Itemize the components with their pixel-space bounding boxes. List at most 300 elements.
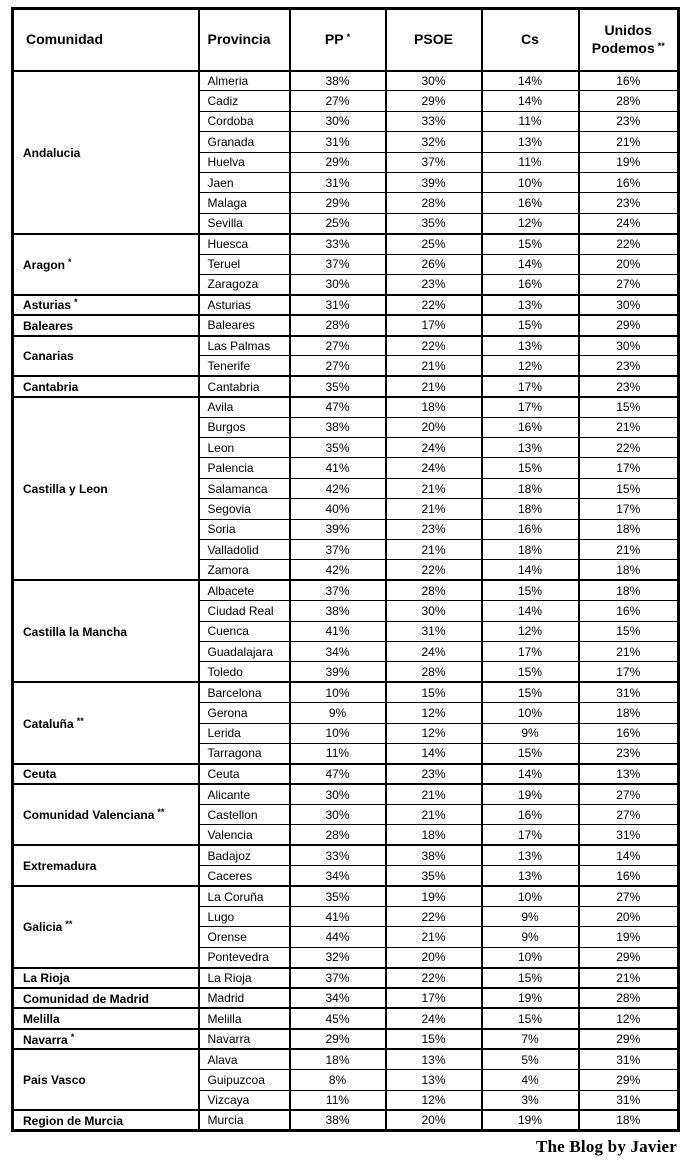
provincia-cell: Malaga	[199, 193, 290, 213]
psoe-value-cell: 15%	[386, 682, 482, 702]
cs-value-cell: 17%	[482, 825, 579, 845]
cs-value-cell: 10%	[482, 886, 579, 906]
provincia-cell: Zaragoza	[199, 274, 290, 294]
provincia-cell: Vizcaya	[199, 1090, 290, 1110]
pp-value-cell: 37%	[290, 539, 386, 559]
cs-value-cell: 13%	[482, 845, 579, 865]
pp-value-cell: 37%	[290, 254, 386, 274]
provincia-cell: Salamanca	[199, 478, 290, 498]
psoe-value-cell: 33%	[386, 111, 482, 131]
comunidad-name: Pais Vasco	[23, 1073, 86, 1088]
comunidad-name: Aragon	[23, 257, 65, 272]
cs-value-cell: 5%	[482, 1049, 579, 1069]
pp-value-cell: 41%	[290, 621, 386, 641]
provincia-cell: Murcia	[199, 1110, 290, 1130]
comunidad-cell	[13, 1049, 199, 1110]
pp-value-cell: 27%	[290, 336, 386, 356]
comunidad-cell	[13, 1008, 199, 1028]
up-value-cell: 21%	[579, 539, 679, 559]
cs-value-cell: 17%	[482, 376, 579, 396]
pp-value-cell: 10%	[290, 682, 386, 702]
psoe-value-cell: 21%	[386, 499, 482, 519]
comunidad-cell	[13, 580, 199, 682]
pp-value-cell: 39%	[290, 519, 386, 539]
cs-value-cell: 19%	[482, 1110, 579, 1130]
cs-value-cell: 10%	[482, 703, 579, 723]
table-row	[13, 845, 679, 865]
up-value-cell: 16%	[579, 71, 679, 91]
psoe-value-cell: 24%	[386, 1008, 482, 1028]
pp-value-cell: 27%	[290, 356, 386, 376]
header-row	[13, 9, 679, 71]
psoe-value-cell: 38%	[386, 845, 482, 865]
up-value-cell: 18%	[579, 560, 679, 580]
comunidad-cell	[13, 376, 199, 396]
up-value-cell: 23%	[579, 111, 679, 131]
table-row	[13, 580, 679, 600]
up-value-cell: 18%	[579, 580, 679, 600]
pp-value-cell: 30%	[290, 805, 386, 825]
provincia-cell: Las Palmas	[199, 336, 290, 356]
provincia-cell: Huelva	[199, 152, 290, 172]
pp-value-cell: 11%	[290, 1090, 386, 1110]
pp-value-cell: 31%	[290, 132, 386, 152]
psoe-value-cell: 35%	[386, 866, 482, 886]
footnote-marker: **	[157, 807, 165, 818]
provincia-cell: Huesca	[199, 234, 290, 254]
comunidad-name: Baleares	[23, 318, 74, 333]
cs-value-cell: 10%	[482, 172, 579, 192]
comunidad-cell	[13, 682, 199, 764]
provincia-cell: Guipuzcoa	[199, 1070, 290, 1090]
up-value-cell: 22%	[579, 438, 679, 458]
up-value-cell: 21%	[579, 417, 679, 437]
pp-value-cell: 38%	[290, 71, 386, 91]
provincia-cell: Guadalajara	[199, 641, 290, 661]
up-value-cell: 17%	[579, 499, 679, 519]
cs-value-cell: 15%	[482, 1008, 579, 1028]
table-row	[13, 1029, 679, 1049]
psoe-value-cell: 29%	[386, 91, 482, 111]
footnote-marker: *	[68, 256, 72, 267]
cs-value-cell: 14%	[482, 71, 579, 91]
up-value-cell: 27%	[579, 886, 679, 906]
comunidad-name: Comunidad Valenciana	[23, 808, 155, 823]
comunidad-name: Cataluña	[23, 716, 74, 731]
pp-value-cell: 28%	[290, 315, 386, 335]
provincia-cell: Orense	[199, 927, 290, 947]
psoe-value-cell: 31%	[386, 621, 482, 641]
header-provincia	[199, 9, 290, 71]
cs-value-cell: 15%	[482, 458, 579, 478]
psoe-value-cell: 23%	[386, 764, 482, 784]
up-value-cell: 23%	[579, 376, 679, 396]
cs-value-cell: 13%	[482, 295, 579, 315]
pp-value-cell: 18%	[290, 1049, 386, 1069]
psoe-value-cell: 24%	[386, 641, 482, 661]
psoe-value-cell: 13%	[386, 1070, 482, 1090]
psoe-value-cell: 21%	[386, 356, 482, 376]
provincia-cell: Tarragona	[199, 743, 290, 763]
table-row	[13, 376, 679, 396]
cs-value-cell: 14%	[482, 601, 579, 621]
pp-value-cell: 31%	[290, 172, 386, 192]
comunidad-name: Asturias	[23, 298, 72, 313]
psoe-value-cell: 28%	[386, 193, 482, 213]
table-row	[13, 1008, 679, 1028]
cs-value-cell: 9%	[482, 907, 579, 927]
up-value-cell: 20%	[579, 254, 679, 274]
pp-value-cell: 44%	[290, 927, 386, 947]
pp-value-cell: 47%	[290, 764, 386, 784]
provincia-cell: Castellon	[199, 805, 290, 825]
pp-value-cell: 47%	[290, 397, 386, 417]
psoe-value-cell: 18%	[386, 397, 482, 417]
provincia-cell: Madrid	[199, 988, 290, 1008]
footnote-marker: **	[657, 40, 665, 51]
table-row	[13, 784, 679, 804]
pp-value-cell: 33%	[290, 845, 386, 865]
pp-value-cell: 29%	[290, 1029, 386, 1049]
comunidad-name: Andalucia	[23, 145, 81, 160]
provincia-cell: Valladolid	[199, 539, 290, 559]
provincia-cell: Segovia	[199, 499, 290, 519]
psoe-value-cell: 22%	[386, 968, 482, 988]
pp-value-cell: 39%	[290, 662, 386, 682]
up-value-cell: 29%	[579, 947, 679, 967]
provincia-cell: Almeria	[199, 71, 290, 91]
up-value-cell: 21%	[579, 132, 679, 152]
provincia-cell: Baleares	[199, 315, 290, 335]
up-value-cell: 18%	[579, 519, 679, 539]
psoe-value-cell: 28%	[386, 580, 482, 600]
pp-value-cell: 30%	[290, 274, 386, 294]
psoe-value-cell: 22%	[386, 560, 482, 580]
up-value-cell: 15%	[579, 397, 679, 417]
psoe-value-cell: 22%	[386, 907, 482, 927]
header-label: Provincia	[207, 31, 271, 47]
psoe-value-cell: 21%	[386, 927, 482, 947]
provincia-cell: Caceres	[199, 866, 290, 886]
provincia-cell: Cuenca	[199, 621, 290, 641]
up-value-cell: 27%	[579, 274, 679, 294]
up-value-cell: 18%	[579, 703, 679, 723]
cs-value-cell: 14%	[482, 764, 579, 784]
psoe-value-cell: 21%	[386, 539, 482, 559]
psoe-value-cell: 20%	[386, 417, 482, 437]
up-value-cell: 16%	[579, 172, 679, 192]
pp-value-cell: 42%	[290, 478, 386, 498]
provincia-cell: Sevilla	[199, 213, 290, 233]
comunidad-name: Melilla	[23, 1012, 60, 1027]
psoe-value-cell: 21%	[386, 478, 482, 498]
comunidad-name: Ceuta	[23, 767, 57, 782]
provincia-cell: Jaen	[199, 172, 290, 192]
table-row	[13, 968, 679, 988]
table-header	[13, 9, 679, 71]
cs-value-cell: 9%	[482, 723, 579, 743]
pp-value-cell: 42%	[290, 560, 386, 580]
psoe-value-cell: 18%	[386, 825, 482, 845]
comunidad-name: Castilla y Leon	[23, 482, 108, 496]
up-value-cell: 27%	[579, 805, 679, 825]
psoe-value-cell: 32%	[386, 132, 482, 152]
comunidad-cell	[13, 234, 199, 295]
comunidad-cell	[13, 764, 199, 784]
psoe-value-cell: 24%	[386, 458, 482, 478]
comunidad-cell	[13, 336, 199, 377]
table-row	[13, 397, 679, 417]
cs-value-cell: 9%	[482, 927, 579, 947]
psoe-value-cell: 37%	[386, 152, 482, 172]
up-value-cell: 27%	[579, 784, 679, 804]
comunidad-name: Canarias	[23, 349, 74, 364]
cs-value-cell: 15%	[482, 743, 579, 763]
comunidad-cell	[13, 886, 199, 968]
provincia-cell: Gerona	[199, 703, 290, 723]
up-value-cell: 21%	[579, 968, 679, 988]
up-value-cell: 23%	[579, 743, 679, 763]
up-value-cell: 14%	[579, 845, 679, 865]
cs-value-cell: 17%	[482, 397, 579, 417]
table-row	[13, 295, 679, 315]
comunidad-cell	[13, 784, 199, 845]
pp-value-cell: 41%	[290, 907, 386, 927]
up-value-cell: 21%	[579, 641, 679, 661]
provincia-cell: Cordoba	[199, 111, 290, 131]
table-row	[13, 988, 679, 1008]
psoe-value-cell: 12%	[386, 723, 482, 743]
cs-value-cell: 16%	[482, 805, 579, 825]
cs-value-cell: 13%	[482, 866, 579, 886]
cs-value-cell: 15%	[482, 315, 579, 335]
psoe-value-cell: 17%	[386, 315, 482, 335]
up-value-cell: 28%	[579, 91, 679, 111]
cs-value-cell: 15%	[482, 662, 579, 682]
psoe-value-cell: 39%	[386, 172, 482, 192]
header-label: Unidos Podemos	[591, 22, 655, 56]
header-cs	[482, 9, 579, 71]
pp-value-cell: 38%	[290, 1110, 386, 1130]
psoe-value-cell: 12%	[386, 703, 482, 723]
up-value-cell: 13%	[579, 764, 679, 784]
pp-value-cell: 45%	[290, 1008, 386, 1028]
cs-value-cell: 4%	[482, 1070, 579, 1090]
pp-value-cell: 8%	[290, 1070, 386, 1090]
provincia-cell: Melilla	[199, 1008, 290, 1028]
pp-value-cell: 30%	[290, 784, 386, 804]
pp-value-cell: 11%	[290, 743, 386, 763]
up-value-cell: 16%	[579, 866, 679, 886]
up-value-cell: 18%	[579, 1110, 679, 1130]
up-value-cell: 19%	[579, 927, 679, 947]
provincia-cell: La Coruña	[199, 886, 290, 906]
provincia-cell: Granada	[199, 132, 290, 152]
provincia-cell: Toledo	[199, 662, 290, 682]
psoe-value-cell: 23%	[386, 519, 482, 539]
cs-value-cell: 15%	[482, 580, 579, 600]
up-value-cell: 22%	[579, 234, 679, 254]
cs-value-cell: 14%	[482, 560, 579, 580]
pp-value-cell: 9%	[290, 703, 386, 723]
cs-value-cell: 17%	[482, 641, 579, 661]
psoe-value-cell: 30%	[386, 601, 482, 621]
cs-value-cell: 16%	[482, 519, 579, 539]
provincia-cell: Lerida	[199, 723, 290, 743]
up-value-cell: 31%	[579, 825, 679, 845]
comunidad-cell	[13, 315, 199, 335]
up-value-cell: 17%	[579, 458, 679, 478]
up-value-cell: 29%	[579, 1070, 679, 1090]
provincia-cell: Asturias	[199, 295, 290, 315]
provincia-cell: Valencia	[199, 825, 290, 845]
table-row	[13, 315, 679, 335]
footnote-marker: *	[70, 1031, 75, 1042]
psoe-value-cell: 26%	[386, 254, 482, 274]
pp-value-cell: 29%	[290, 152, 386, 172]
provincia-cell: Lugo	[199, 907, 290, 927]
pp-value-cell: 33%	[290, 234, 386, 254]
cs-value-cell: 18%	[482, 478, 579, 498]
comunidad-name: Castilla la Mancha	[23, 624, 128, 639]
cs-value-cell: 13%	[482, 336, 579, 356]
up-value-cell: 31%	[579, 1049, 679, 1069]
provincia-cell: Soria	[199, 519, 290, 539]
psoe-value-cell: 19%	[386, 886, 482, 906]
cs-value-cell: 19%	[482, 784, 579, 804]
psoe-value-cell: 22%	[386, 295, 482, 315]
provincia-cell: Pontevedra	[199, 947, 290, 967]
cs-value-cell: 19%	[482, 988, 579, 1008]
pp-value-cell: 40%	[290, 499, 386, 519]
provincia-cell: Leon	[199, 438, 290, 458]
provincia-cell: Navarra	[199, 1029, 290, 1049]
footnote-marker: *	[346, 32, 351, 42]
cs-value-cell: 13%	[482, 438, 579, 458]
pp-value-cell: 37%	[290, 580, 386, 600]
cs-value-cell: 16%	[482, 193, 579, 213]
cs-value-cell: 15%	[482, 682, 579, 702]
comunidad-cell	[13, 1110, 199, 1130]
comunidad-cell	[13, 968, 199, 988]
up-value-cell: 17%	[579, 662, 679, 682]
up-value-cell: 28%	[579, 988, 679, 1008]
header-comunidad	[13, 9, 199, 71]
pp-value-cell: 31%	[290, 295, 386, 315]
poll-table	[11, 7, 680, 1132]
cs-value-cell: 18%	[482, 539, 579, 559]
psoe-value-cell: 35%	[386, 213, 482, 233]
table-row	[13, 336, 679, 356]
up-value-cell: 31%	[579, 682, 679, 702]
pp-value-cell: 35%	[290, 886, 386, 906]
header-pp	[290, 9, 386, 71]
psoe-value-cell: 24%	[386, 438, 482, 458]
cs-value-cell: 13%	[482, 132, 579, 152]
psoe-value-cell: 30%	[386, 71, 482, 91]
comunidad-name: Comunidad de Madrid	[23, 991, 149, 1006]
table-body	[13, 71, 679, 1131]
header-label: PP	[324, 31, 344, 47]
up-value-cell: 31%	[579, 1090, 679, 1110]
provincia-cell: Avila	[199, 397, 290, 417]
provincia-cell: Cadiz	[199, 91, 290, 111]
cs-value-cell: 15%	[482, 234, 579, 254]
psoe-value-cell: 17%	[386, 988, 482, 1008]
psoe-value-cell: 21%	[386, 784, 482, 804]
table-row	[13, 682, 679, 702]
provincia-cell: Ceuta	[199, 764, 290, 784]
table-row	[13, 71, 679, 91]
psoe-value-cell: 20%	[386, 947, 482, 967]
cs-value-cell: 12%	[482, 621, 579, 641]
provincia-cell: Alicante	[199, 784, 290, 804]
provincia-cell: Zamora	[199, 560, 290, 580]
table-row	[13, 886, 679, 906]
header-label: Comunidad	[26, 31, 103, 47]
cs-value-cell: 16%	[482, 274, 579, 294]
up-value-cell: 23%	[579, 356, 679, 376]
cs-value-cell: 10%	[482, 947, 579, 967]
up-value-cell: 24%	[579, 213, 679, 233]
psoe-value-cell: 23%	[386, 274, 482, 294]
up-value-cell: 20%	[579, 907, 679, 927]
table-row	[13, 234, 679, 254]
pp-value-cell: 29%	[290, 193, 386, 213]
comunidad-name: La Rioja	[23, 971, 70, 986]
provincia-cell: Cantabria	[199, 376, 290, 396]
footer-credit: The Blog by Javier	[535, 1137, 677, 1157]
comunidad-cell	[13, 1029, 199, 1049]
pp-value-cell: 30%	[290, 111, 386, 131]
cs-value-cell: 11%	[482, 111, 579, 131]
psoe-value-cell: 20%	[386, 1110, 482, 1130]
psoe-value-cell: 21%	[386, 805, 482, 825]
comunidad-cell	[13, 988, 199, 1008]
provincia-cell: Burgos	[199, 417, 290, 437]
up-value-cell: 16%	[579, 723, 679, 743]
pp-value-cell: 25%	[290, 213, 386, 233]
comunidad-name: Navarra	[23, 1032, 68, 1047]
cs-value-cell: 15%	[482, 968, 579, 988]
provincia-cell: Alava	[199, 1049, 290, 1069]
table-row	[13, 1110, 679, 1130]
up-value-cell: 30%	[579, 336, 679, 356]
pp-value-cell: 38%	[290, 417, 386, 437]
up-value-cell: 29%	[579, 315, 679, 335]
provincia-cell: Palencia	[199, 458, 290, 478]
comunidad-name: Galicia	[23, 920, 63, 935]
up-value-cell: 12%	[579, 1008, 679, 1028]
pp-value-cell: 10%	[290, 723, 386, 743]
psoe-value-cell: 28%	[386, 662, 482, 682]
comunidad-cell	[13, 71, 199, 234]
cs-value-cell: 12%	[482, 356, 579, 376]
cs-value-cell: 11%	[482, 152, 579, 172]
pp-value-cell: 37%	[290, 968, 386, 988]
up-value-cell: 15%	[579, 478, 679, 498]
pp-value-cell: 35%	[290, 376, 386, 396]
comunidad-cell	[13, 295, 199, 315]
provincia-cell: Albacete	[199, 580, 290, 600]
psoe-value-cell: 22%	[386, 336, 482, 356]
comunidad-cell	[13, 845, 199, 886]
header-unidos-podemos	[579, 9, 679, 71]
provincia-cell: Badajoz	[199, 845, 290, 865]
header-label: Cs	[521, 31, 539, 47]
comunidad-name: Cantabria	[23, 380, 79, 395]
comunidad-name: Region de Murcia	[23, 1113, 124, 1128]
